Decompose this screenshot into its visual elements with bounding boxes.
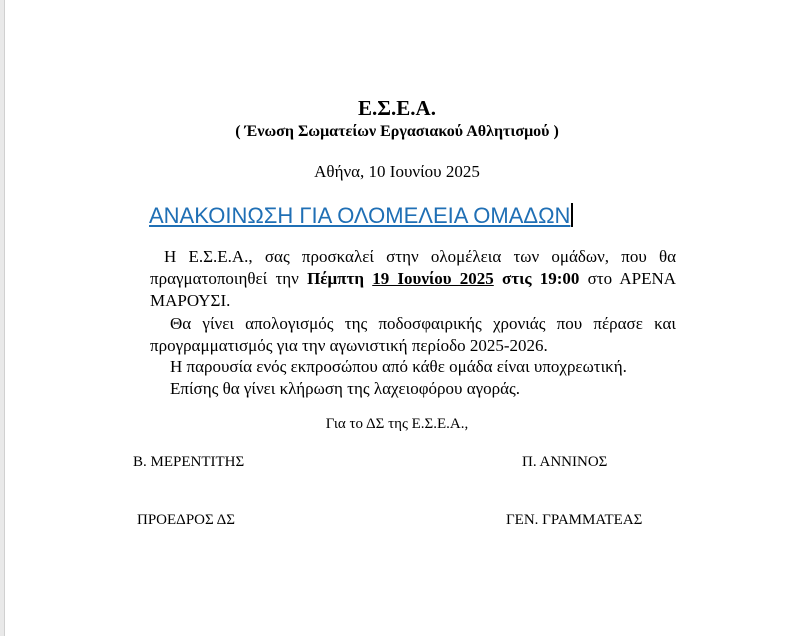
p4-text: Επίσης θα γίνει κλήρωση της λαχειοφόρου αγοράς. [170, 379, 521, 398]
p1-date: 19 Ιουνίου 2025 [372, 269, 494, 288]
org-full-name: ( Ένωση Σωματείων Εργασιακού Αθλητισμού ) [235, 123, 559, 140]
signatory-left-role: ΠΡΟΕΔΡΟΣ ΔΣ [137, 512, 236, 528]
paragraph-invitation [150, 246, 676, 312]
signatory-left-name: Β. ΜΕΡΕΝΤΙΤΗΣ [133, 454, 245, 470]
announcement-title[interactable] [149, 203, 573, 229]
p1-start: Η Ε.Σ.Ε.Α., σας προσκαλεί στην ολομέλεια των ομάδων, που θα πραγματοποιηθεί την [150, 247, 676, 288]
signatory-right-name: Π. ΑΝΝΙΝΟΣ [522, 454, 608, 470]
org-short-name: Ε.Σ.Ε.Α. [358, 96, 436, 120]
paragraph-review [150, 313, 676, 357]
title-text: ΑΝΑΚΟΙΝΩΣΗ ΓΙΑ ΟΛΟΜΕΛΕΙΑ ΟΜΑΔΩΝ [149, 203, 571, 228]
board-line: Για το ΔΣ της Ε.Σ.Ε.Α., [325, 416, 469, 432]
p2-text: Θα γίνει απολογισμός της ποδοσφαιρικής χρονιάς που πέρασε και προγραμματισμός για την αγωνιστική περίοδο 2025-2026. [150, 314, 676, 355]
text-cursor [571, 203, 573, 227]
paragraph-attendance [150, 356, 676, 378]
signatory-right-role: ΓΕΝ. ΓΡΑΜΜΑΤΕΑΣ [506, 512, 643, 528]
p3-text: Η παρουσία ενός εκπροσώπου από κάθε ομάδα είναι υποχρεωτική. [170, 357, 627, 376]
p1-time: στις 19:00 [501, 269, 580, 288]
paragraph-lottery [150, 378, 676, 400]
p1-day: Πέμπτη [307, 269, 364, 288]
date-line: Αθήνα, 10 Ιουνίου 2025 [314, 162, 480, 181]
p1-end: στο ΑΡΕΝΑ ΜΑΡΟΥΣΙ. [150, 269, 677, 310]
